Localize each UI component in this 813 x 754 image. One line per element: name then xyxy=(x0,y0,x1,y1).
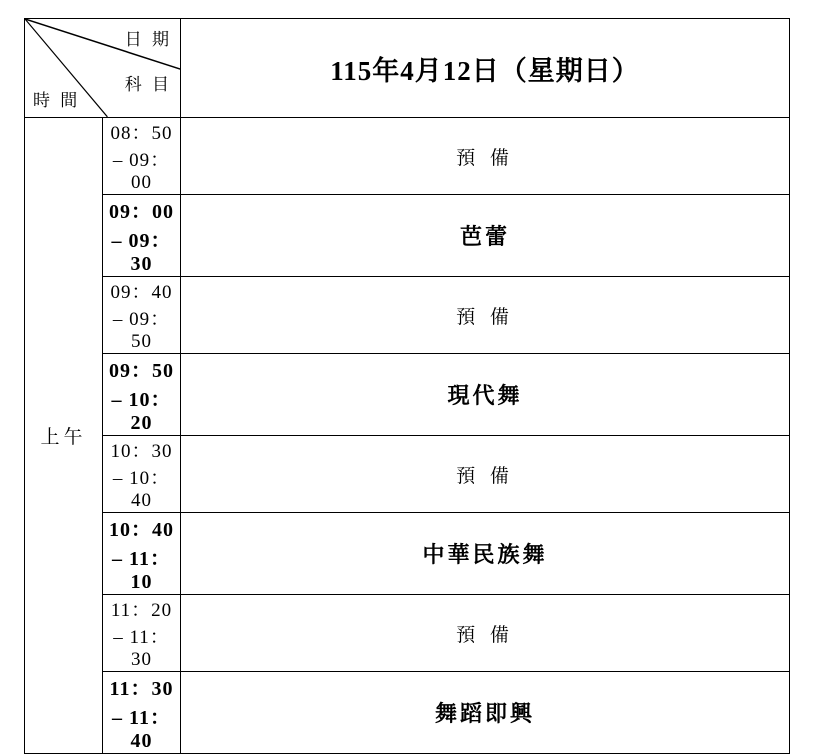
subject-cell: 現代舞 xyxy=(181,354,790,436)
subject-cell: 預 備 xyxy=(181,118,790,195)
page-title: 115年4月12日（星期日） xyxy=(181,19,790,118)
subject-cell: 芭蕾 xyxy=(181,195,790,277)
time-cell: 09：50 – 10：20 xyxy=(103,354,181,436)
time-cell: 11：30 – 11：40 xyxy=(103,672,181,754)
table-row xyxy=(25,277,790,354)
table-row xyxy=(25,195,790,277)
subject-cell: 中華民族舞 xyxy=(181,513,790,595)
time-cell: 09：00 – 09：30 xyxy=(103,195,181,277)
subject-cell: 預 備 xyxy=(181,436,790,513)
table-header-row xyxy=(25,19,790,118)
subject-cell: 預 備 xyxy=(181,277,790,354)
subject-cell: 預 備 xyxy=(181,595,790,672)
table-row xyxy=(25,354,790,436)
subject-cell: 舞蹈即興 xyxy=(181,672,790,754)
time-cell: 10：30 – 10：40 xyxy=(103,436,181,513)
table-row xyxy=(25,595,790,672)
table-row xyxy=(25,436,790,513)
schedule-table xyxy=(24,18,790,754)
time-cell: 09：40 – 09：50 xyxy=(103,277,181,354)
table-row xyxy=(25,118,790,195)
time-cell: 10：40 – 11：10 xyxy=(103,513,181,595)
table-row xyxy=(25,513,790,595)
axis-label-date: 日 期 xyxy=(124,30,172,49)
axis-label-time: 時 間 xyxy=(33,91,81,110)
axis-corner-cell xyxy=(25,19,181,118)
period-label-morning: 上午 xyxy=(25,118,103,754)
axis-label-subject: 科 目 xyxy=(124,75,172,94)
time-cell: 08：50 – 09：00 xyxy=(103,118,181,195)
table-row xyxy=(25,672,790,754)
time-cell: 11：20 – 11：30 xyxy=(103,595,181,672)
